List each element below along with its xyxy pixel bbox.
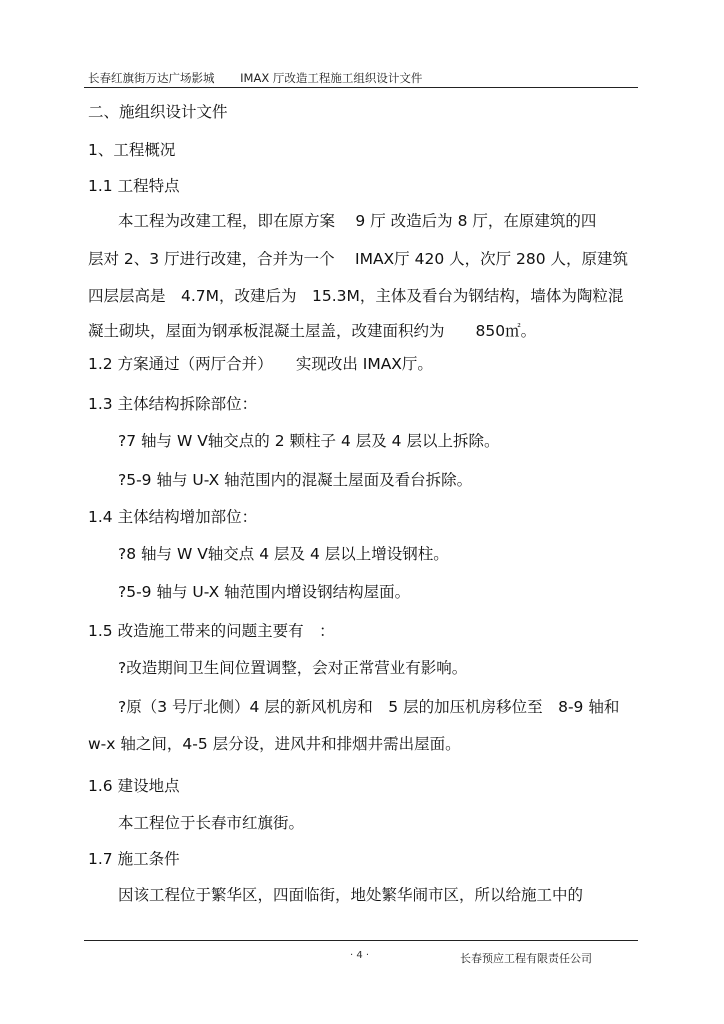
heading-1: 1、工程概况 xyxy=(88,141,176,159)
heading-1-5: 1.5 改造施工带来的问题主要有 ： xyxy=(88,622,335,640)
paragraph-line: 因该工程位于繁华区，四面临街，地处繁华闹市区，所以给施工中的 xyxy=(118,886,584,904)
heading-1-2: 1.2 方案通过（两厅合并） 实现改出 IMAX厅。 xyxy=(88,355,433,373)
list-item: ?7 轴与 W V轴交点的 2 颗柱子 4 层及 4 层以上拆除。 xyxy=(118,432,500,450)
heading-1-6: 1.6 建设地点 xyxy=(88,777,180,795)
list-item: ?改造期间卫生间位置调整，会对正常营业有影响。 xyxy=(118,659,468,677)
heading-1-4: 1.4 主体结构增加部位： xyxy=(88,508,258,526)
page-header xyxy=(88,70,636,86)
footer-company: 长春预应工程有限责任公司 xyxy=(460,952,592,965)
paragraph-line: 凝土砌块，屋面为钢承板混凝土屋盖，改建面积约为 850㎡。 xyxy=(88,322,537,340)
section-heading: 二、施组织设计文件 xyxy=(88,103,228,121)
paragraph-line: 四层层高是 4.7M，改建后为 15.3M，主体及看台为钢结构，墙体为陶粒混 xyxy=(88,287,624,305)
paragraph-line: 本工程为改建工程，即在原方案 9 厅 改造后为 8 厅，在原建筑的四 xyxy=(118,212,597,230)
list-item: ?5-9 轴与 U-X 轴范围内的混凝土屋面及看台拆除。 xyxy=(118,471,473,489)
heading-1-3: 1.3 主体结构拆除部位： xyxy=(88,395,258,413)
paragraph-line: 本工程位于长春市红旗街。 xyxy=(118,814,305,832)
header-right-title: IMAX 厅改造工程施工组织设计文件 xyxy=(240,71,423,85)
paragraph-line: 层对 2、3 厅进行改建，合并为一个 IMAX厅 420 人，次厅 280 人，原建筑 xyxy=(88,250,629,268)
heading-1-1: 1.1 工程特点 xyxy=(88,177,180,195)
heading-1-7: 1.7 施工条件 xyxy=(88,850,180,868)
footer-divider xyxy=(84,940,638,941)
list-item: ?8 轴与 W V轴交点 4 层及 4 层以上增设钢柱。 xyxy=(118,545,449,563)
header-left-title: 长春红旗街万达广场影城 xyxy=(88,71,215,85)
list-item: ?5-9 轴与 U-X 轴范围内增设钢结构屋面。 xyxy=(118,583,411,601)
header-divider xyxy=(84,87,638,88)
paragraph-line: w-x 轴之间，4-5 层分设，进风井和排烟井需出屋面。 xyxy=(88,735,461,753)
page-number: · 4 · xyxy=(350,950,370,961)
list-item: ?原（3 号厅北侧）4 层的新风机房和 5 层的加压机房移位至 8-9 轴和 xyxy=(118,698,620,716)
